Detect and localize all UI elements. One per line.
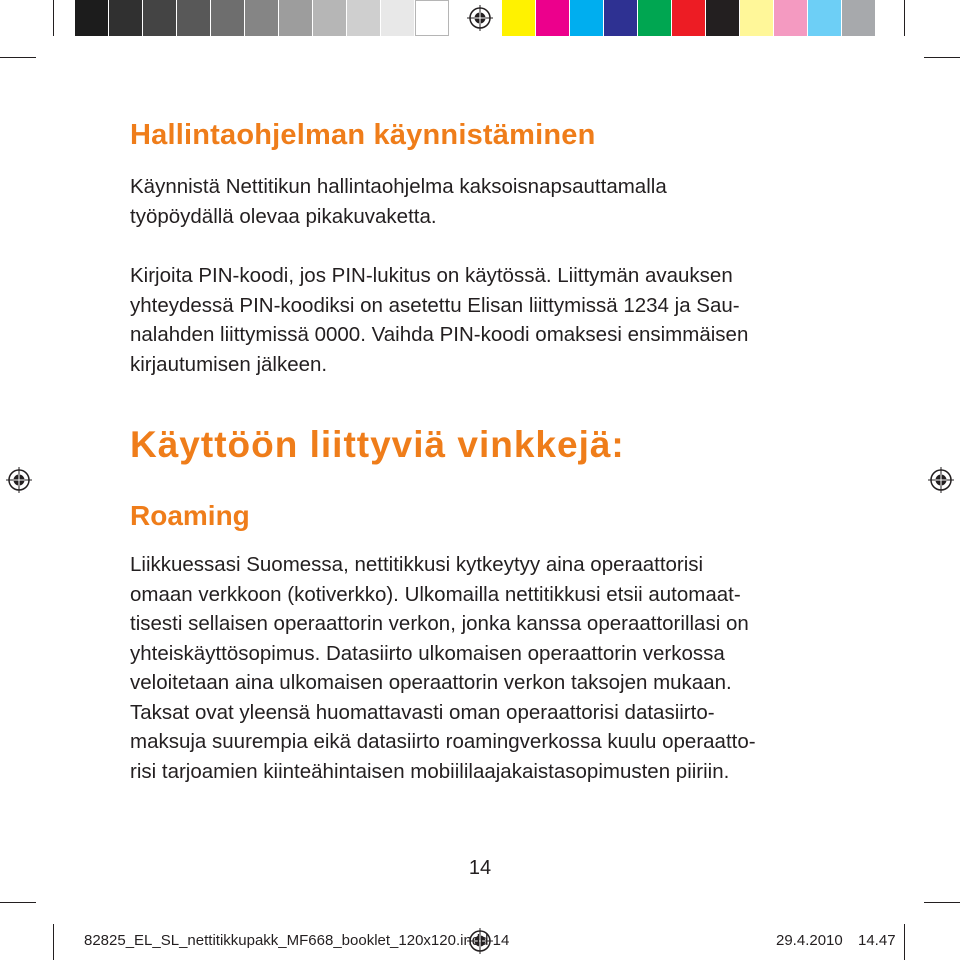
- slug-filename: 82825_EL_SL_nettitikkupakk_MF668_booklet_120x120.indd 14: [84, 932, 510, 949]
- section-heading-usage-tips: Käyttöön liittyviä vinkkejä:: [130, 424, 625, 465]
- text-line: maksuja suurempia eikä datasiirto roamingverkossa kuulu operaatto-: [130, 730, 756, 753]
- grey-scale-bar: [75, 0, 449, 36]
- text-line: risi tarjoamien kiinteähintaisen mobiililaajakaistasopimusten piiriin.: [130, 759, 730, 783]
- color-swatch: [415, 0, 449, 36]
- color-swatch: [313, 0, 347, 36]
- section-heading-start-program: Hallintaohjelman käynnistäminen: [130, 119, 596, 151]
- color-swatch: [842, 0, 876, 36]
- color-swatch: [211, 0, 245, 36]
- crop-mark: [904, 0, 905, 36]
- paragraph-roaming: [130, 550, 756, 786]
- text-line: tisesti sellaisen operaattorin verkon, jonka kanssa operaattorillasi on: [130, 612, 749, 635]
- color-swatch: [177, 0, 211, 36]
- color-swatch: [109, 0, 143, 36]
- text-line: Kirjoita PIN-koodi, jos PIN-lukitus on käytössä. Liittymän avauksen: [130, 264, 733, 287]
- color-swatch: [808, 0, 842, 36]
- registration-mark-icon: [467, 5, 493, 31]
- crop-mark: [53, 0, 54, 36]
- slug-date: 29.4.2010: [776, 932, 843, 949]
- paragraph-pin-code: [130, 261, 748, 379]
- page-number: 14: [468, 857, 492, 879]
- color-swatch: [604, 0, 638, 36]
- paragraph-start-instructions: [130, 172, 667, 231]
- crop-mark: [53, 924, 54, 960]
- color-swatch: [502, 0, 536, 36]
- registration-mark-icon: [928, 467, 954, 493]
- color-swatch: [774, 0, 808, 36]
- text-line: Liikkuessasi Suomessa, nettitikkusi kytkeytyy aina operaattorisi: [130, 553, 704, 576]
- color-swatch: [570, 0, 604, 36]
- text-line: Käynnistä Nettitikun hallintaohjelma kaksoisnapsauttamalla: [130, 175, 667, 198]
- color-swatch: [245, 0, 279, 36]
- crop-mark: [0, 902, 36, 903]
- color-swatch: [143, 0, 177, 36]
- text-line: veloitetaan aina ulkomaisen operaattorin verkon taksojen mukaan.: [130, 671, 732, 694]
- slug-time: 14.47: [858, 932, 896, 949]
- color-swatch: [347, 0, 381, 36]
- text-line: nalahden liittymissä 0000. Vaihda PIN-koodi omaksesi ensimmäisen: [130, 323, 749, 346]
- color-swatch: [75, 0, 109, 36]
- color-swatch: [706, 0, 740, 36]
- color-swatch: [638, 0, 672, 36]
- registration-mark-icon: [6, 467, 32, 493]
- color-swatch: [672, 0, 706, 36]
- color-swatch: [536, 0, 570, 36]
- color-swatch: [279, 0, 313, 36]
- text-line: työpöydällä olevaa pikakuvaketta.: [130, 204, 437, 228]
- color-calibration-bar: [502, 0, 876, 36]
- crop-mark: [924, 57, 960, 58]
- crop-mark: [904, 924, 905, 960]
- color-swatch: [381, 0, 415, 36]
- text-line: yhteiskäyttösopimus. Datasiirto ulkomaisen operaattorin verkossa: [130, 641, 725, 665]
- text-line: kirjautumisen jälkeen.: [130, 352, 328, 376]
- crop-mark: [0, 57, 36, 58]
- color-swatch: [740, 0, 774, 36]
- text-line: omaan verkkoon (kotiverkko). Ulkomailla nettitikkusi etsii automaat-: [130, 582, 741, 606]
- text-line: yhteydessä PIN-koodiksi on asetettu Elisan liittymissä 1234 ja Sau-: [130, 293, 740, 317]
- text-line: Taksat ovat yleensä huomattavasti oman operaattorisi datasiirto-: [130, 700, 715, 724]
- crop-mark: [924, 902, 960, 903]
- subheading-roaming: Roaming: [130, 500, 250, 531]
